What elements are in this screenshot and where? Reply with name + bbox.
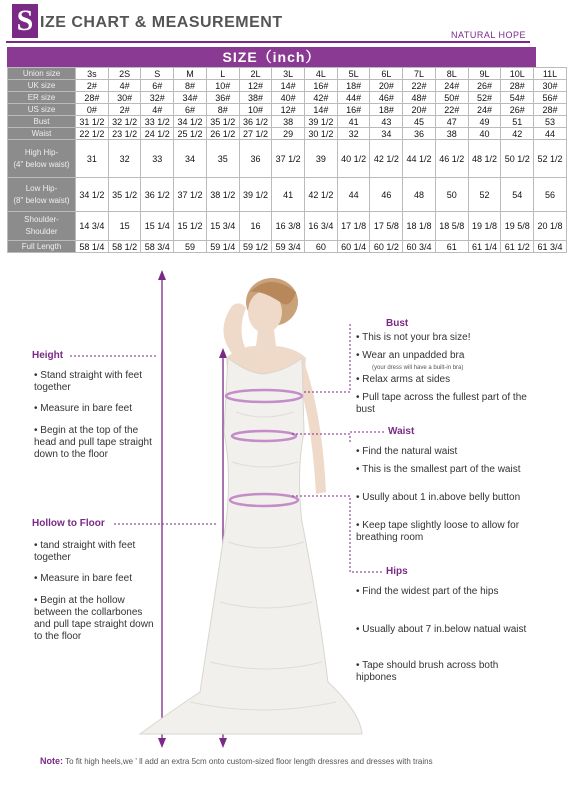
size-row — [8, 116, 567, 128]
size-cell: 48 1/2 — [468, 140, 501, 178]
waist-heading: Waist — [388, 426, 415, 437]
size-cell: 30# — [534, 80, 567, 92]
size-cell: 3s — [76, 68, 109, 80]
size-cell: 49 — [468, 116, 501, 128]
size-cell: 38 — [272, 116, 305, 128]
size-cell: 48 — [403, 178, 436, 212]
size-cell: 26# — [468, 80, 501, 92]
size-cell: 15 — [108, 212, 141, 241]
row-label — [8, 241, 76, 253]
size-cell: 61 — [435, 241, 468, 253]
size-cell: 5L — [337, 68, 370, 80]
hollow-heading: Hollow to Floor — [32, 518, 105, 529]
size-row — [8, 92, 567, 104]
height-arrow — [158, 270, 166, 748]
logo-letter: S — [12, 4, 38, 38]
size-cell: 51 — [501, 116, 534, 128]
size-cell: 47 — [435, 116, 468, 128]
size-row — [8, 212, 567, 241]
size-cell: 46# — [370, 92, 403, 104]
size-row — [8, 80, 567, 92]
size-cell: 61 1/2 — [501, 241, 534, 253]
size-cell: 19 5/8 — [501, 212, 534, 241]
size-cell: 40 — [468, 128, 501, 140]
size-cell: 34 — [174, 140, 207, 178]
size-cell: 44# — [337, 92, 370, 104]
size-cell: 28# — [501, 80, 534, 92]
size-cell: 40# — [272, 92, 305, 104]
size-table — [7, 67, 567, 253]
size-cell: 16 3/8 — [272, 212, 305, 241]
row-label-text: Full Length — [21, 242, 62, 251]
size-cell: 36 1/2 — [141, 178, 174, 212]
size-cell: 32 — [108, 140, 141, 178]
size-cell: 60 3/4 — [403, 241, 436, 253]
size-row — [8, 68, 567, 80]
size-cell: 26 1/2 — [206, 128, 239, 140]
size-row — [8, 178, 567, 212]
row-label — [8, 212, 76, 241]
size-cell: 10# — [206, 80, 239, 92]
size-cell: 31 — [76, 140, 109, 178]
brand-name: NATURAL HOPE — [450, 30, 526, 40]
row-label — [8, 128, 76, 140]
row-label — [8, 104, 76, 116]
size-cell: 24# — [435, 80, 468, 92]
waist-item: • Usully about 1 in.above belly button — [356, 492, 521, 503]
size-row — [8, 104, 567, 116]
bust-item: • This is not your bra size! — [356, 332, 471, 343]
row-label — [8, 80, 76, 92]
size-cell: 3L — [272, 68, 305, 80]
footer-label: Note: — [40, 756, 63, 766]
size-cell: 38# — [239, 92, 272, 104]
row-label-text: Union size — [22, 69, 61, 78]
size-cell: 59 3/4 — [272, 241, 305, 253]
size-cell: 9L — [468, 68, 501, 80]
height-item: • Begin at the top of the head and pull tape straight down to the floor — [34, 425, 152, 460]
size-cell: 61 3/4 — [534, 241, 567, 253]
row-label-text: Low Hip- — [25, 183, 58, 193]
bust-item: • Relax arms at sides — [356, 374, 451, 385]
size-cell: 4L — [305, 68, 338, 80]
size-cell: 20# — [370, 80, 403, 92]
size-cell: 34 — [370, 128, 403, 140]
footer-note — [40, 756, 433, 766]
size-cell: 37 1/2 — [272, 140, 305, 178]
size-cell: 59 1/4 — [206, 241, 239, 253]
size-cell: 48# — [403, 92, 436, 104]
size-cell: 11L — [534, 68, 567, 80]
bust-item-note: (your dress will have a built-in bra) — [372, 365, 464, 371]
row-label-text: ER size — [27, 93, 56, 102]
size-cell: 34# — [174, 92, 207, 104]
size-cell: 37 1/2 — [174, 178, 207, 212]
size-cell: 33 — [141, 140, 174, 178]
size-cell: 58 3/4 — [141, 241, 174, 253]
size-cell: 54 — [501, 178, 534, 212]
footer-text: To fit high heels,we ' ll add an extra 5cm onto custom-sized floor length dressres and dresses with trains — [65, 757, 433, 766]
header-divider — [6, 41, 530, 43]
size-cell: 22# — [435, 104, 468, 116]
size-cell: 43 — [370, 116, 403, 128]
size-cell: 42 1/2 — [370, 140, 403, 178]
size-cell: 2# — [76, 80, 109, 92]
size-row — [8, 128, 567, 140]
height-item: • Stand straight with feet together — [34, 370, 143, 393]
size-cell: 58 1/2 — [108, 241, 141, 253]
size-row — [8, 241, 567, 253]
size-cell: 2# — [108, 104, 141, 116]
waist-item: • Find the natural waist — [356, 446, 458, 457]
size-cell: 42# — [305, 92, 338, 104]
row-label-text: Shoulder- — [24, 215, 59, 224]
size-cell: 7L — [403, 68, 436, 80]
size-chart — [7, 47, 563, 257]
size-cell: 15 3/4 — [206, 212, 239, 241]
size-cell: S — [141, 68, 174, 80]
size-cell: 33 1/2 — [141, 116, 174, 128]
size-cell: 18# — [370, 104, 403, 116]
size-cell: 59 1/2 — [239, 241, 272, 253]
height-item: • Measure in bare feet — [34, 403, 132, 414]
hollow-item: • Measure in bare feet — [34, 573, 132, 584]
row-label — [8, 68, 76, 80]
size-cell: 18 1/8 — [403, 212, 436, 241]
size-cell: 15 1/4 — [141, 212, 174, 241]
size-cell: 38 1/2 — [206, 178, 239, 212]
size-cell: 41 — [337, 116, 370, 128]
size-cell: 36 1/2 — [239, 116, 272, 128]
size-cell: 61 1/4 — [468, 241, 501, 253]
size-cell: 17 1/8 — [337, 212, 370, 241]
size-cell: 56# — [534, 92, 567, 104]
size-cell: 52 — [468, 178, 501, 212]
row-label-text: US size — [27, 105, 56, 114]
size-cell: 44 1/2 — [403, 140, 436, 178]
hips-item: • Find the widest part of the hips — [356, 586, 499, 597]
size-cell: 19 1/8 — [468, 212, 501, 241]
size-cell: 24 1/2 — [141, 128, 174, 140]
row-label — [8, 178, 76, 212]
size-cell: 29 — [272, 128, 305, 140]
size-cell: 35 — [206, 140, 239, 178]
size-cell: 46 1/2 — [435, 140, 468, 178]
measurement-guide — [0, 262, 536, 762]
size-cell: 36 — [403, 128, 436, 140]
size-banner: SIZE（inch） — [7, 47, 536, 67]
size-cell: 25 1/2 — [174, 128, 207, 140]
size-cell: 53 — [534, 116, 567, 128]
size-cell: 16 — [239, 212, 272, 241]
size-cell: 0# — [76, 104, 109, 116]
size-cell: 35 1/2 — [206, 116, 239, 128]
row-label-subtext: Shoulder — [25, 227, 58, 236]
size-cell: 18# — [337, 80, 370, 92]
size-cell: 8L — [435, 68, 468, 80]
size-cell: 54# — [501, 92, 534, 104]
size-cell: 39 1/2 — [239, 178, 272, 212]
row-label — [8, 92, 76, 104]
size-cell: 30 1/2 — [305, 128, 338, 140]
hips-item: • Tape should brush across both hipbones — [356, 660, 499, 683]
size-cell: 52 1/2 — [534, 140, 567, 178]
size-cell: 28# — [534, 104, 567, 116]
size-cell: 38 — [435, 128, 468, 140]
size-cell: 23 1/2 — [108, 128, 141, 140]
size-cell: 20 1/8 — [534, 212, 567, 241]
size-cell: 44 — [534, 128, 567, 140]
size-cell: 60 1/4 — [337, 241, 370, 253]
hips-heading: Hips — [386, 566, 408, 577]
size-cell: 14# — [305, 104, 338, 116]
hips-item: • Usually about 7 in.below natual waist — [356, 624, 527, 635]
size-cell: 16# — [337, 104, 370, 116]
size-cell: 31 1/2 — [76, 116, 109, 128]
size-cell: 32 1/2 — [108, 116, 141, 128]
waist-item: • This is the smallest part of the waist — [356, 464, 521, 475]
size-cell: 20# — [403, 104, 436, 116]
hollow-item: • Begin at the hollow between the collarbones and pull tape straight down to the floor — [34, 595, 154, 642]
size-cell: 17 5/8 — [370, 212, 403, 241]
size-cell: 4# — [141, 104, 174, 116]
page-title: IZE CHART & MEASUREMENT — [40, 14, 283, 31]
size-cell: 60 1/2 — [370, 241, 403, 253]
size-cell: 45 — [403, 116, 436, 128]
bust-item: • Wear an unpadded bra — [356, 350, 465, 361]
size-cell: 14# — [272, 80, 305, 92]
bust-item: • Pull tape across the fullest part of the bust — [356, 392, 527, 415]
row-label-text: Waist — [31, 129, 52, 138]
row-label-text: Bust — [33, 117, 50, 126]
height-heading: Height — [32, 350, 64, 361]
size-cell: 10# — [239, 104, 272, 116]
size-cell: 36# — [206, 92, 239, 104]
size-cell: 46 — [370, 178, 403, 212]
size-cell: 44 — [337, 178, 370, 212]
size-cell: 36 — [239, 140, 272, 178]
size-cell: 16# — [305, 80, 338, 92]
size-cell: 32 — [337, 128, 370, 140]
size-cell: 22 1/2 — [76, 128, 109, 140]
size-cell: 34 1/2 — [76, 178, 109, 212]
size-cell: 39 1/2 — [305, 116, 338, 128]
size-cell: 14 3/4 — [76, 212, 109, 241]
size-cell: 50 1/2 — [501, 140, 534, 178]
row-label-text: High Hip- — [24, 147, 59, 157]
size-cell: 2L — [239, 68, 272, 80]
waist-item: • Keep tape slightly loose to allow for breathing room — [356, 520, 520, 543]
size-cell: 6# — [141, 80, 174, 92]
size-cell: 27 1/2 — [239, 128, 272, 140]
size-row — [8, 140, 567, 178]
size-cell: 40 1/2 — [337, 140, 370, 178]
size-cell: 39 — [305, 140, 338, 178]
size-cell: 42 — [501, 128, 534, 140]
size-cell: 26# — [501, 104, 534, 116]
size-cell: 4# — [108, 80, 141, 92]
row-label-subtext: (8" below waist) — [13, 195, 70, 205]
size-cell: 41 — [272, 178, 305, 212]
row-label — [8, 116, 76, 128]
size-cell: 10L — [501, 68, 534, 80]
size-cell: 22# — [403, 80, 436, 92]
size-cell: 15 1/2 — [174, 212, 207, 241]
size-cell: 8# — [206, 104, 239, 116]
size-cell: 6# — [174, 104, 207, 116]
row-label-text: UK size — [27, 81, 56, 90]
size-cell: 16 3/4 — [305, 212, 338, 241]
size-cell: 2S — [108, 68, 141, 80]
hollow-item: • tand straight with feet together — [34, 540, 136, 563]
size-cell: 35 1/2 — [108, 178, 141, 212]
size-cell: 60 — [305, 241, 338, 253]
size-cell: 24# — [468, 104, 501, 116]
size-cell: 28# — [76, 92, 109, 104]
size-cell: 52# — [468, 92, 501, 104]
size-cell: 12# — [272, 104, 305, 116]
size-cell: 50# — [435, 92, 468, 104]
size-cell: M — [174, 68, 207, 80]
page-header — [0, 0, 536, 42]
size-cell: 34 1/2 — [174, 116, 207, 128]
bust-heading: Bust — [386, 318, 409, 329]
size-cell: L — [206, 68, 239, 80]
size-cell: 50 — [435, 178, 468, 212]
row-label-subtext: (4" below waist) — [13, 159, 70, 169]
size-cell: 6L — [370, 68, 403, 80]
size-cell: 56 — [534, 178, 567, 212]
size-cell: 8# — [174, 80, 207, 92]
row-label — [8, 140, 76, 178]
size-cell: 12# — [239, 80, 272, 92]
size-cell: 32# — [141, 92, 174, 104]
size-cell: 18 5/8 — [435, 212, 468, 241]
size-cell: 42 1/2 — [305, 178, 338, 212]
model-figure — [140, 278, 362, 734]
size-cell: 30# — [108, 92, 141, 104]
size-cell: 58 1/4 — [76, 241, 109, 253]
size-cell: 59 — [174, 241, 207, 253]
